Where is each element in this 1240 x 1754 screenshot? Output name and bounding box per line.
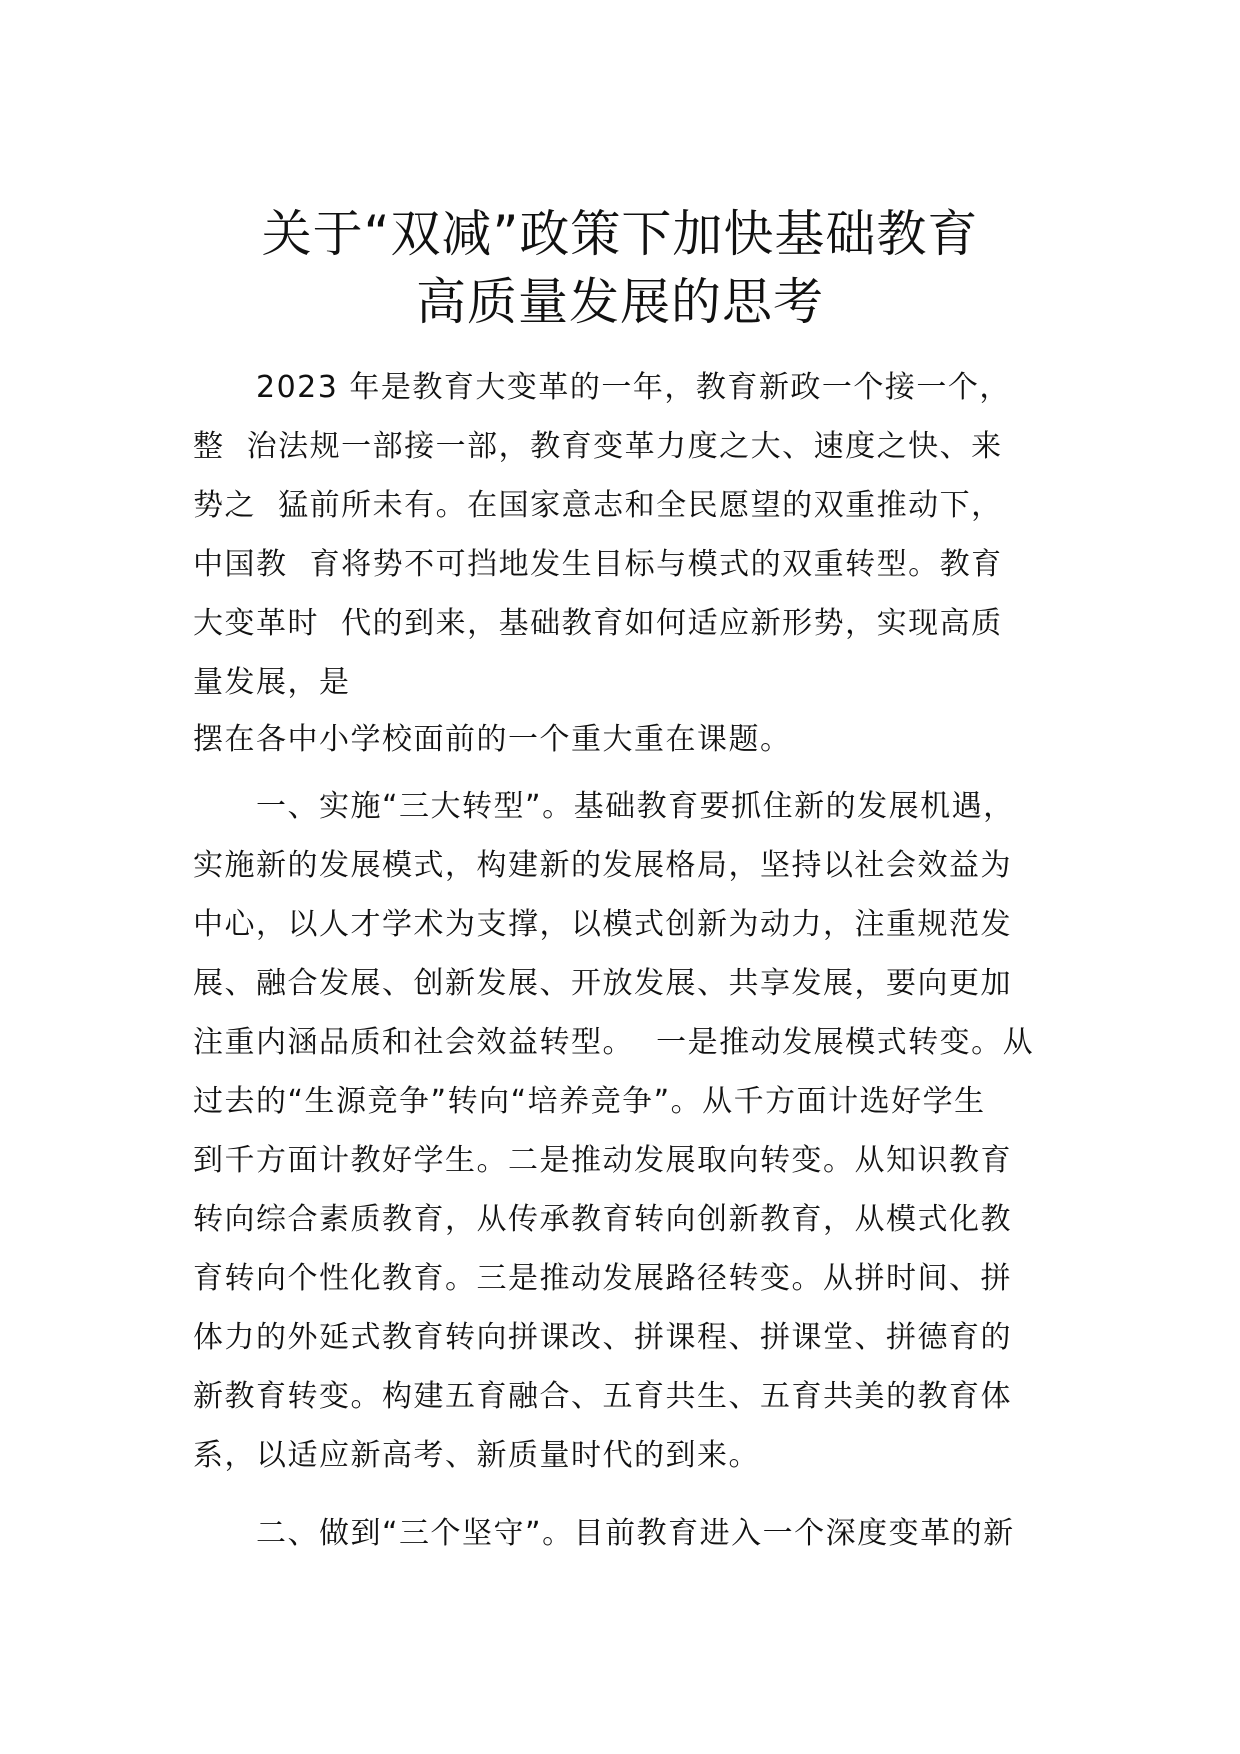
document-title-line-1: 关于“双减”政策下加快基础教育 — [261, 205, 979, 263]
paragraph-2-line-12: 系，以适应新高考、新质量时代的到来。 — [193, 1438, 760, 1473]
paragraph-1-line-3: 势之 猛前所未有。在国家意志和全民愿望的双重推动下， — [193, 488, 1003, 523]
paragraph-1-line-4: 中国教 育将势不可挡地发生目标与模式的双重转型。教育 — [193, 547, 1003, 582]
paragraph-2-line-9: 育转向个性化教育。三是推动发展路径转变。从拼时间、拼 — [193, 1261, 1012, 1296]
paragraph-1-line-5: 大变革时 代的到来，基础教育如何适应新形势，实现高质 — [193, 606, 1003, 641]
paragraph-2-line-5: 注重内涵品质和社会效益转型。 一是推动发展模式转变。从 — [193, 1025, 1035, 1060]
paragraph-2-line-4: 展、融合发展、创新发展、开放发展、共享发展，要向更加 — [193, 966, 1012, 1001]
paragraph-2-line-3: 中心，以人才学术为支撑，以模式创新为动力，注重规范发 — [193, 907, 1012, 942]
paragraph-2-line-8: 转向综合素质教育，从传承教育转向创新教育，从模式化教 — [193, 1202, 1012, 1237]
paragraph-2-line-11: 新教育转变。构建五育融合、五育共生、五育共美的教育体 — [193, 1379, 1012, 1414]
paragraph-1-line-1: 2023 年是教育大变革的一年，教育新政一个接一个， — [193, 370, 1011, 405]
paragraph-1-line-2: 整 治法规一部接一部，教育变革力度之大、速度之快、来 — [193, 429, 1003, 464]
paragraph-2-line-6: 过去的“生源竞争”转向“培养竞争”。从千方面计选好学生 — [193, 1084, 986, 1119]
paragraph-2-line-10: 体力的外延式教育转向拼课改、拼课程、拼课堂、拼德育的 — [193, 1320, 1012, 1355]
paragraph-1-line-7: 摆在各中小学校面前的一个重大重在课题。 — [193, 722, 792, 757]
paragraph-1-line-6: 量发展，是 — [193, 665, 351, 700]
paragraph-2-line-1: 一、实施“三大转型”。基础教育要抓住新的发展机遇， — [193, 789, 1015, 824]
paragraph-2-line-2: 实施新的发展模式，构建新的发展格局，坚持以社会效益为 — [193, 848, 1012, 883]
paragraph-3-line-1: 二、做到“三个坚守”。目前教育进入一个深度变革的新 — [193, 1516, 1015, 1551]
document-title-line-2: 高质量发展的思考 — [416, 273, 824, 331]
paragraph-2-line-7: 到千方面计教好学生。二是推动发展取向转变。从知识教育 — [193, 1143, 1012, 1178]
